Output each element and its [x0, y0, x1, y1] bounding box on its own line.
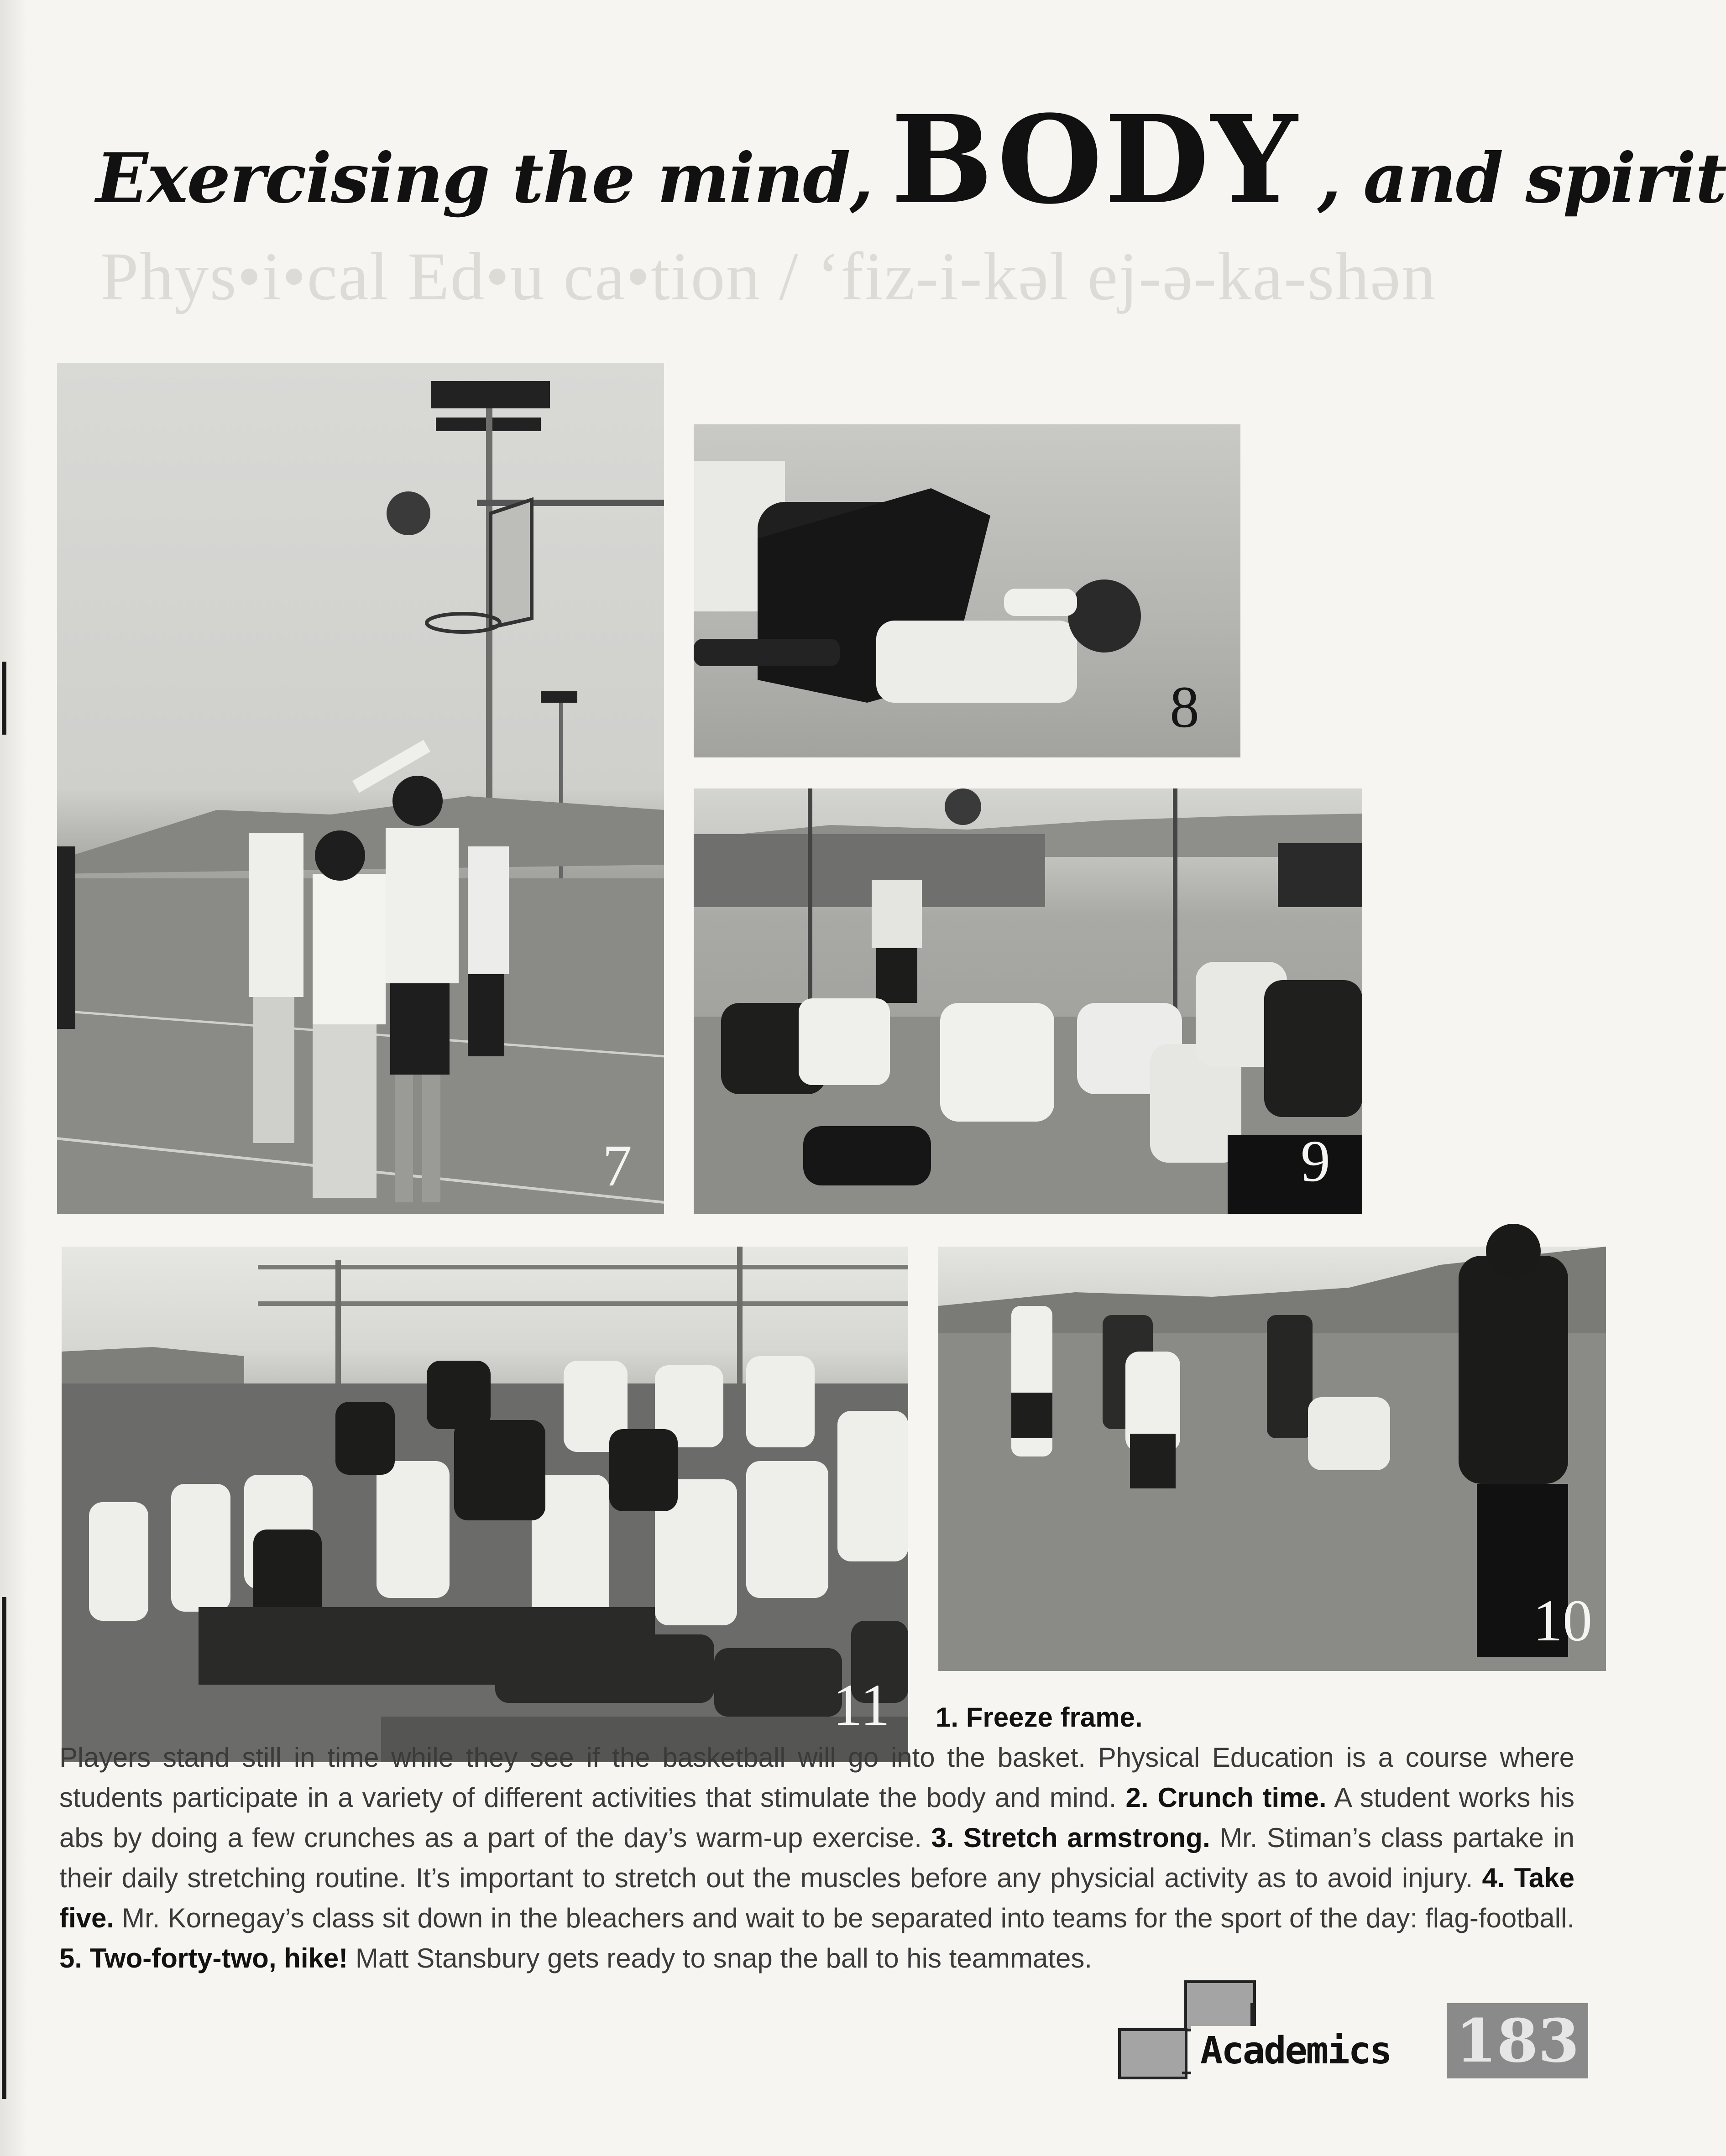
caption-item-4-title: Take five. [59, 1863, 1574, 1933]
caption-item-3-title: Stretch armstrong. [963, 1822, 1210, 1853]
folio-decor-box [1184, 1980, 1256, 2031]
caption-item-1-number: 1. [936, 1702, 959, 1733]
title-part-3: , and spirit [1317, 138, 1726, 219]
caption-first-line [59, 1697, 1574, 1738]
photo-number: 11 [832, 1672, 890, 1738]
photo-number: 7 [602, 1133, 632, 1199]
title-part-1: Exercising the mind, [96, 138, 873, 219]
caption-item-1-text: Players stand still in time while they see if the basketball will go into the basket. Physical Education is a course where students participate in a variety of different activities that stimulate the body and mind. [59, 1742, 1574, 1813]
section-label: Academics [1191, 2026, 1456, 2076]
page-number: 183 [1447, 2003, 1588, 2078]
photo-flag-football [938, 1247, 1606, 1671]
binding-mark [2, 1597, 6, 2099]
photo-bleachers [62, 1247, 908, 1762]
photo-crunches [694, 424, 1240, 757]
photo-number: 8 [1170, 674, 1199, 740]
photo-flag-football-image [938, 1247, 1606, 1671]
caption-item-4-text: Mr. Kornegay’s class sit down in the bleachers and wait to be separated into teams for the sport of the day: flag-football. [122, 1903, 1574, 1933]
caption-item-1-title: Freeze frame. [966, 1702, 1143, 1733]
caption-item-3-number: 3. [931, 1822, 954, 1853]
photo-crunches-image [694, 424, 1240, 757]
photo-number: 9 [1301, 1128, 1330, 1194]
binding-mark [2, 662, 6, 735]
photo-captions [59, 1697, 1574, 1979]
caption-item-5-number: 5. [59, 1943, 83, 1973]
caption-item-5-text: Matt Stansbury gets ready to snap the ball to his teammates. [355, 1943, 1093, 1973]
caption-item-5-title: Two-forty-two, hike! [89, 1943, 348, 1973]
caption-item-2-number: 2. [1125, 1782, 1149, 1813]
title-part-2: BODY [891, 89, 1299, 231]
photo-basketball-image [57, 363, 664, 1214]
folio-decor-box [1118, 2028, 1187, 2079]
caption-item-3-text: Mr. Stiman’s class partake in their daily stretching routine. It’s important to stretch out the muscles before any physicial activity as to avoid injury. [59, 1822, 1575, 1893]
photo-stretching-image [694, 788, 1362, 1214]
photo-stretching [694, 788, 1362, 1214]
photo-bleachers-image [62, 1247, 908, 1762]
photo-basketball [57, 363, 664, 1214]
page-title [96, 89, 1726, 231]
caption-item-2-title: Crunch time. [1157, 1782, 1327, 1813]
caption-item-4-number: 4. [1482, 1863, 1505, 1893]
page-binding-edge [0, 0, 27, 2156]
page-subtitle: Phys•i•cal Ed•u ca•tion / ‘fiz-i-kəl ej-ə-ka-shən [100, 239, 1437, 314]
photo-number: 10 [1533, 1588, 1592, 1654]
caption-item-2-text: A student works his abs by doing a few crunches as a part of the day’s warm-up exercise. [59, 1782, 1575, 1853]
